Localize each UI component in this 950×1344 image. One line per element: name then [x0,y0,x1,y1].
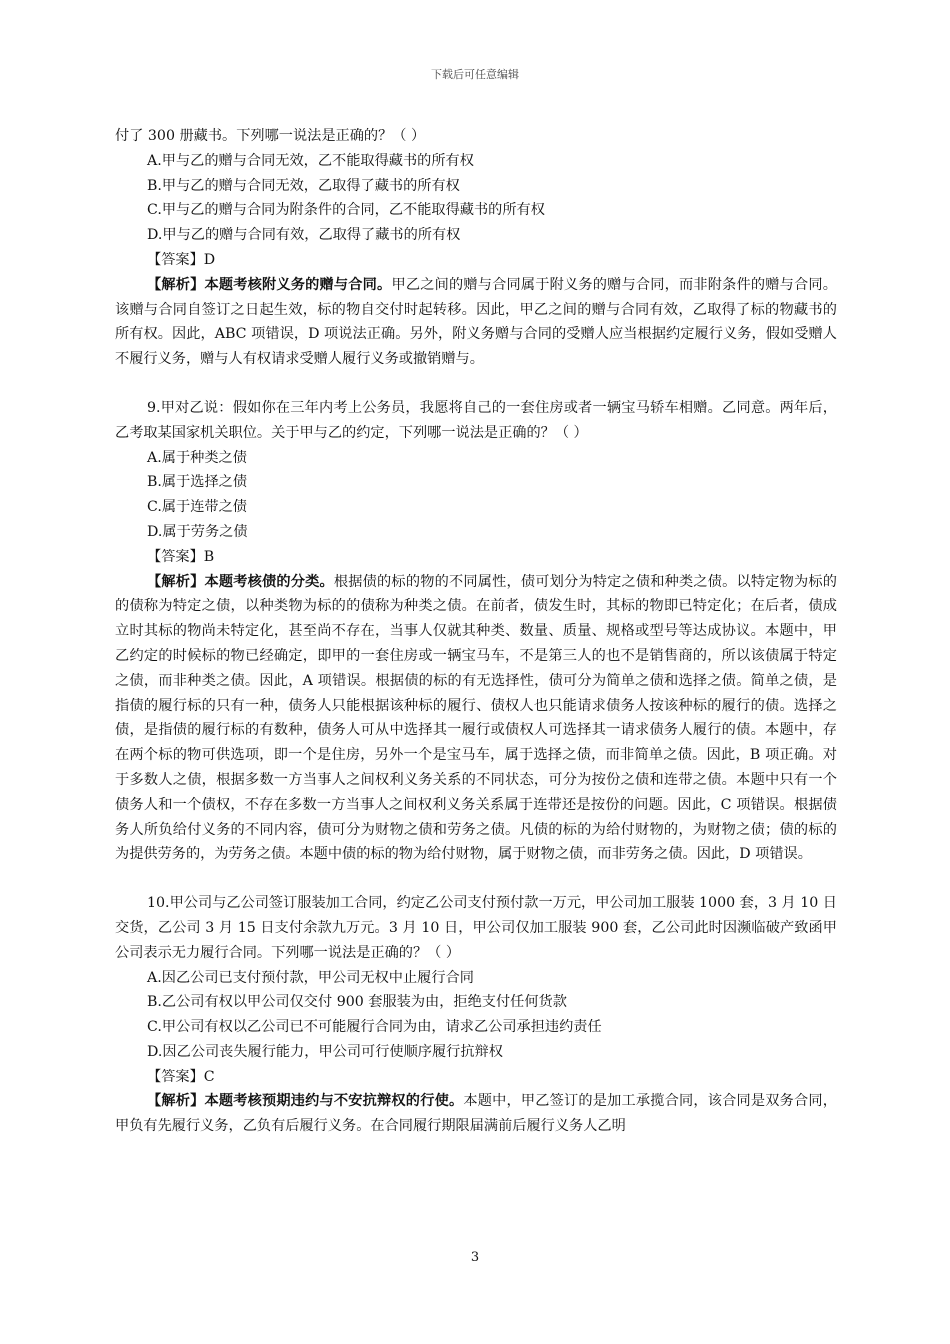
answer: 【答案】D [147,251,216,268]
option-b: B.属于选择之债 [147,474,248,491]
option-a: A.属于种类之债 [147,449,247,466]
analysis-paragraph [115,1089,837,1139]
page-number: 3 [470,1250,480,1265]
option-c: C.甲公司有权以乙公司已不可能履行合同为由，请求乙公司承担违约责任 [147,1019,602,1036]
option-d: D.甲与乙的赠与合同有效，乙取得了藏书的所有权 [147,227,461,244]
option-c: C.属于连带之债 [147,499,247,516]
answer: 【答案】C [147,1068,215,1085]
document-body [115,124,837,1139]
option-d: D.因乙公司丧失履行能力，甲公司可行使顺序履行抗辩权 [147,1043,503,1060]
question-stem: 付了 300 册藏书。下列哪一说法是正确的？（ ） [115,128,426,144]
option-c: C.甲与乙的赠与合同为附条件的合同，乙不能取得藏书的所有权 [147,202,545,219]
analysis-paragraph [115,570,837,868]
page-header: 下载后可任意编辑 [431,68,519,81]
answer: 【答案】B [147,548,215,565]
question-8 [115,124,837,372]
analysis-text: 本题中，甲乙签订的是加工承揽合同，该合同是双务合同，甲负有先履行义务，乙负有后履行义务。在合同履行期限届满前后履行义务人乙明 [115,1093,837,1135]
option-b: B.甲与乙的赠与合同无效，乙取得了藏书的所有权 [147,177,460,194]
question-9 [115,396,837,867]
analysis-text: 根据债的标的物的不同属性，债可划分为特定之债和种类之债。以特定物为标的的债称为特定之债，以种类物为标的的债称为种类之债。在前者，债发生时，其标的物即已特定化；在后者，债成立时其标的物尚未特定化，甚至尚不存在，当事人仅就其种类、数量、质量、规格或型号等达成协议。本题中，甲乙约定的时候标的物已经确定，即甲的一套住房或一辆宝马车，不是第三人的也不是销售商的，所以该债属于特定之债，而非种类之债。因此，A 项错误。根据债的标的有无选择性，债可分为简单之债和选择之债。简单之债，是指债的履行标的只有一种，债务人只能根据该种标的履行、债权人也只能请求债务人按该种标的履行的债。选择之债，是指债的履行标的有数种，债务人可从中选择其一履行或债权人可选择其一请求债务人履行的债。本题中，存在两个标的物可供选项，即一个是住房，另外一个是宝马车，属于选择之债，而非简单之债。因此，B 项正确。对于多数人之债，根据多数一方当事人之间权利义务关系的不同状态，可分为按份之债和连带之债。本题中只有一个债务人和一个债权，不存在多数一方当事人之间权利义务关系属于连带还是按份的问题。因此，C 项错误。根据债务人所负给付义务的不同内容，债可分为财物之债和劳务之债。凡债的标的为给付财物的，为财物之债；债的标的为提供劳务的，为劳务之债。本题中债的标的物为给付财物，属于财物之债，而非劳务之债。因此，D 项错误。 [115,573,837,863]
question-stem: 10.甲公司与乙公司签订服装加工合同，约定乙公司支付预付款一万元，甲公司加工服装 1000 套，3 月 10 日交货，乙公司 3 月 15 日支付余款九万元。3 月 10 日，甲公司仅加工服装 900 套，乙公司此时因濒临破产致函甲公司表示无力履行合同。下列哪一说法是正确的？（ ） [115,895,837,961]
analysis-label: 【解析】本题考核债的分类。 [147,573,334,590]
question-10 [115,891,837,1139]
analysis-label: 【解析】本题考核预期违约与不安抗辩权的行使。 [147,1093,464,1110]
question-stem: 9.甲对乙说：假如你在三年内考上公务员，我愿将自己的一套住房或者一辆宝马轿车相赠。乙同意。两年后，乙考取某国家机关职位。关于甲与乙的约定，下列哪一说法是正确的？（ ） [115,399,837,441]
option-a: A.因乙公司已支付预付款，甲公司无权中止履行合同 [147,969,474,986]
analysis-label: 【解析】本题考核附义务的赠与合同。 [147,276,392,293]
option-a: A.甲与乙的赠与合同无效，乙不能取得藏书的所有权 [147,152,474,169]
analysis-paragraph [115,273,837,372]
option-d: D.属于劳务之债 [147,523,248,540]
analysis-text: 甲乙之间的赠与合同属于附义务的赠与合同，而非附条件的赠与合同。该赠与合同自签订之日起生效，标的物自交付时起转移。因此，甲乙之间的赠与合同有效，乙取得了标的物藏书的所有权。因此，ABC 项错误，D 项说法正确。另外，附义务赠与合同的受赠人应当根据约定履行义务，假如受赠人不履行义务，赠与人有权请求受赠人履行义务或撤销赠与。 [115,276,837,368]
option-b: B.乙公司有权以甲公司仅交付 900 套服装为由，拒绝支付任何货款 [147,994,567,1011]
